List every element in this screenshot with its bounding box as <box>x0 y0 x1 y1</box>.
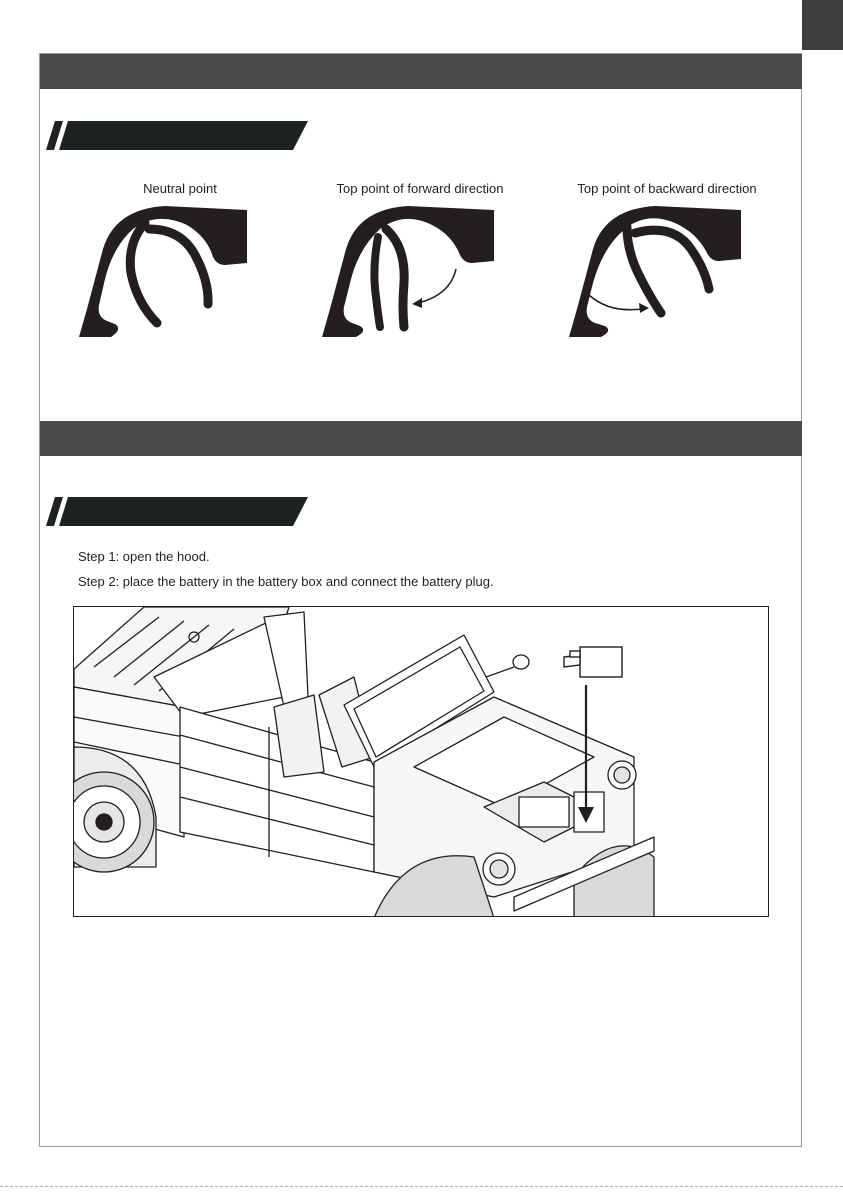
caption-backward-top-point: Top point of backward direction <box>577 181 757 196</box>
section-title-tag-pedal <box>46 121 308 150</box>
battery-installation-diagram <box>73 606 769 917</box>
caption-neutral-point: Neutral point <box>143 181 217 196</box>
section-header-bar-battery <box>40 421 802 456</box>
step-2-text: Step 2: place the battery in the battery box and connect the battery plug. <box>78 574 494 589</box>
page-cut-line <box>0 1186 843 1187</box>
pedal-forward-illustration <box>318 203 498 343</box>
vehicle-line-drawing <box>74 607 769 917</box>
section-title-tag-battery <box>46 497 308 526</box>
page-corner-tab <box>802 0 843 50</box>
caption-forward-top-point: Top point of forward direction <box>336 181 504 196</box>
pedal-backward-illustration <box>565 203 745 343</box>
pedal-neutral-illustration <box>75 203 255 343</box>
step-1-text: Step 1: open the hood. <box>78 549 210 564</box>
section-header-bar-pedal <box>40 54 802 89</box>
